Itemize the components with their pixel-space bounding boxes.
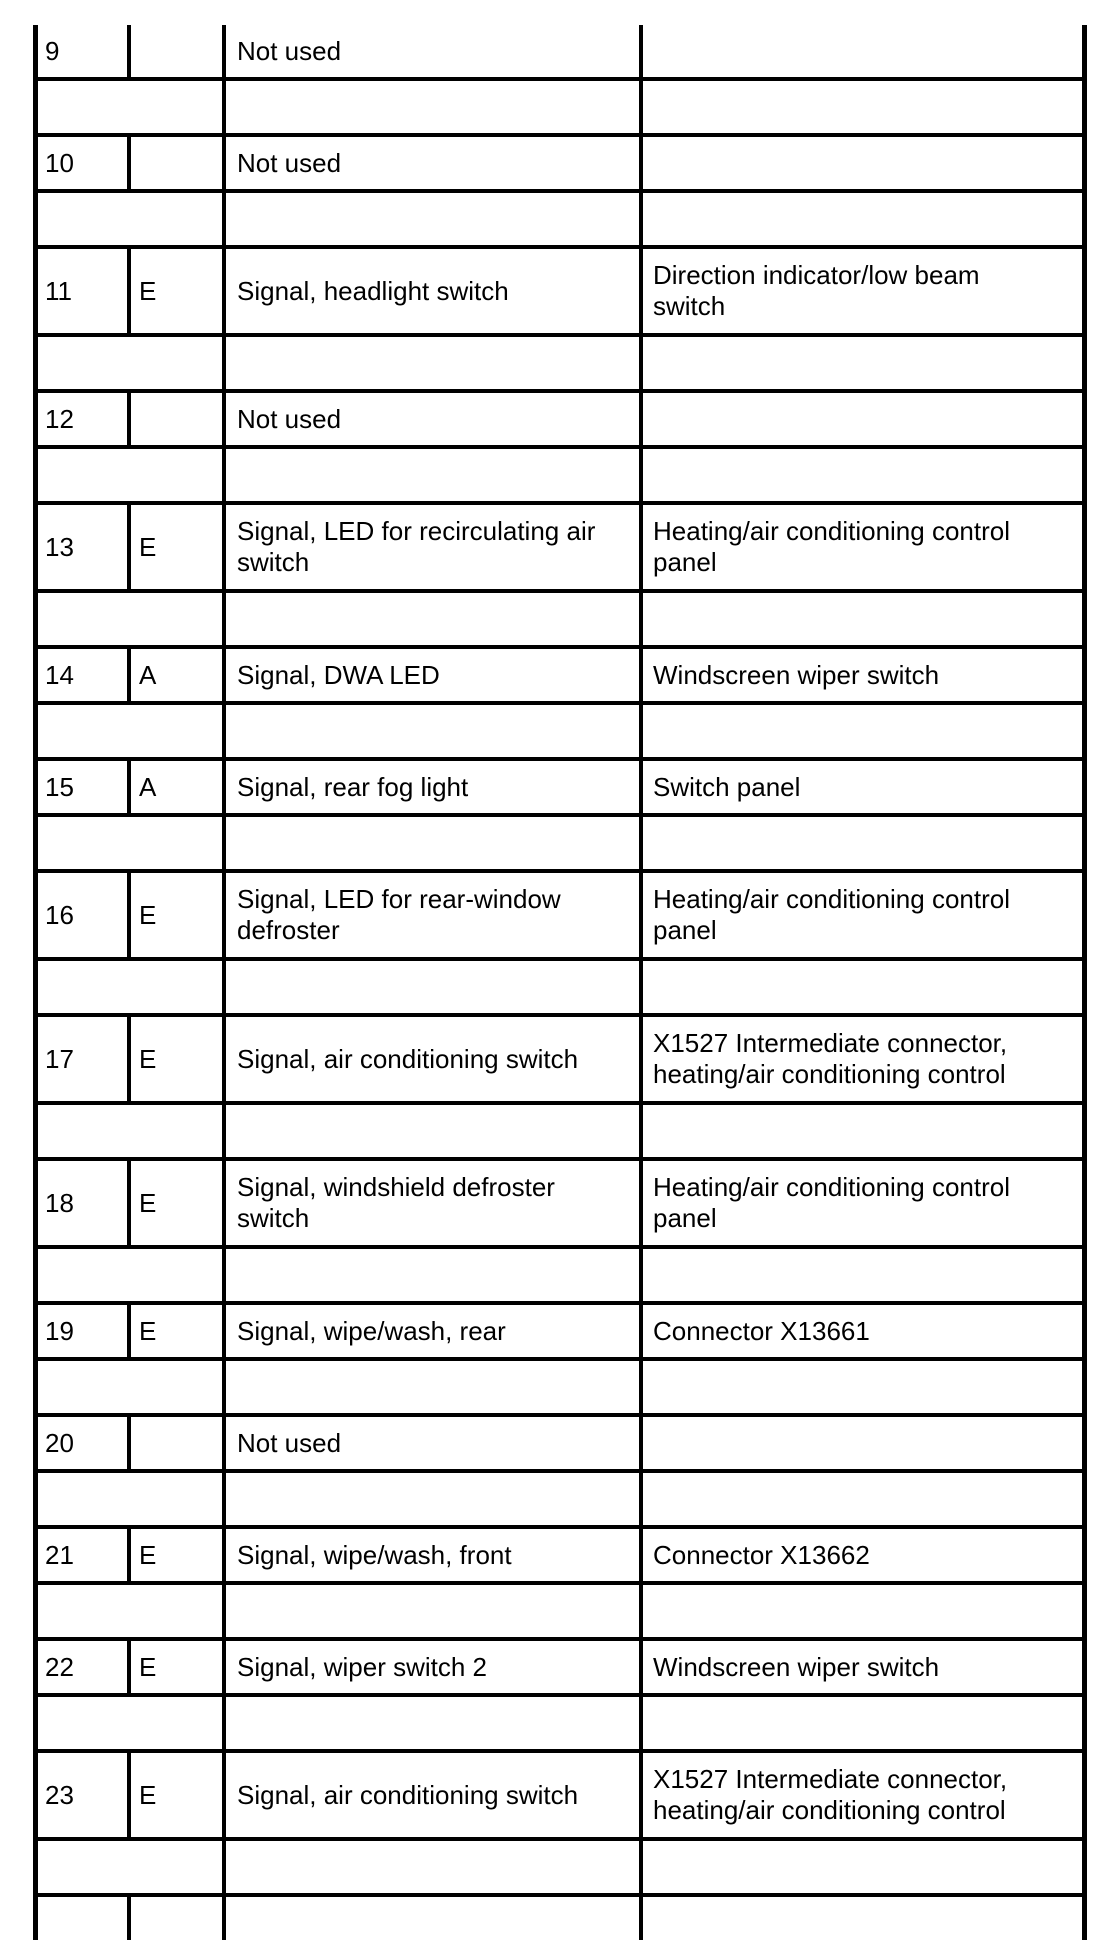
pin-cell <box>45 249 72 333</box>
pin-cell <box>45 137 74 189</box>
destination-cell-lines <box>653 1028 1007 1090</box>
destination-cell-line: Direction indicator/low beam <box>653 260 980 290</box>
merged-cell-gap <box>127 193 133 245</box>
direction-cell-text: E <box>139 531 157 562</box>
merged-cell-gap <box>127 593 133 645</box>
pin-cell <box>45 1641 74 1693</box>
signal-cell-lines <box>237 1172 555 1234</box>
signal-cell <box>237 1641 487 1693</box>
row-line <box>35 77 1086 81</box>
direction-cell <box>139 873 156 957</box>
direction-cell <box>139 505 156 589</box>
signal-cell <box>237 1161 555 1245</box>
destination-cell <box>653 505 1010 589</box>
row-line <box>35 1469 1086 1473</box>
pin-cell <box>45 649 74 701</box>
signal-cell-lines <box>237 884 561 946</box>
destination-cell-lines <box>653 1652 939 1683</box>
merged-cell-gap <box>127 337 133 389</box>
pin-cell <box>45 1529 74 1581</box>
merged-cell-gap <box>127 449 133 501</box>
table-row <box>35 25 1086 77</box>
row-line <box>35 445 1086 449</box>
destination-cell <box>653 1017 1007 1101</box>
signal-cell-lines <box>237 1780 578 1811</box>
pin-cell-text: 17 <box>45 1043 74 1074</box>
destination-cell-lines <box>653 660 939 691</box>
direction-cell <box>139 761 156 813</box>
pin-cell-text: 9 <box>45 35 60 66</box>
row-line <box>35 1101 1086 1105</box>
direction-cell <box>139 649 156 701</box>
destination-cell <box>653 873 1010 957</box>
table-row <box>35 1417 1086 1469</box>
row-line <box>35 957 1086 961</box>
table-row <box>35 505 1086 589</box>
row-line <box>35 701 1086 705</box>
signal-cell <box>237 1753 578 1837</box>
merged-cell-gap <box>127 1105 133 1157</box>
pin-cell-text: 11 <box>45 275 72 306</box>
direction-cell-text: E <box>139 1043 157 1074</box>
pin-cell-text: 18 <box>45 1187 74 1218</box>
pin-cell <box>45 1753 74 1837</box>
direction-cell-text: E <box>139 1539 157 1570</box>
signal-cell-line: defroster <box>237 915 340 945</box>
table-row <box>35 1641 1086 1693</box>
signal-cell-line: Not used <box>237 1427 342 1458</box>
pin-cell-text: 13 <box>45 531 74 562</box>
signal-cell-lines <box>237 1652 487 1683</box>
row-line <box>35 1837 1086 1841</box>
pin-cell <box>45 761 74 813</box>
signal-cell <box>237 25 341 77</box>
row-line <box>35 189 1086 193</box>
destination-cell-line: Switch panel <box>653 771 801 802</box>
signal-cell-lines <box>237 404 341 435</box>
direction-cell <box>139 1017 156 1101</box>
table-row <box>35 1017 1086 1101</box>
row-line <box>35 1693 1086 1697</box>
merged-cell-gap <box>127 1585 133 1637</box>
destination-cell-lines <box>653 516 1010 578</box>
row-line <box>35 1581 1086 1585</box>
signal-cell-line: Signal, headlight switch <box>237 275 509 306</box>
signal-cell-line: Not used <box>237 35 342 66</box>
signal-cell-line: Signal, LED for recirculating air <box>237 516 596 546</box>
pin-cell-text: 21 <box>45 1539 74 1570</box>
row-line <box>35 813 1086 817</box>
table-row <box>35 1529 1086 1581</box>
merged-cell-gap <box>127 1697 133 1749</box>
merged-cell-gap <box>127 1473 133 1525</box>
table-row <box>35 761 1086 813</box>
destination-cell-line: X1527 Intermediate connector, <box>653 1764 1008 1794</box>
destination-cell <box>653 761 800 813</box>
destination-cell-line: panel <box>653 1203 717 1233</box>
signal-cell <box>237 249 509 333</box>
pin-cell <box>45 25 59 77</box>
destination-cell-lines <box>653 772 800 803</box>
direction-cell <box>139 1161 156 1245</box>
signal-cell-line: Signal, LED for rear-window <box>237 884 561 914</box>
destination-cell-line: Windscreen wiper switch <box>653 1651 940 1682</box>
direction-cell-text: E <box>139 275 157 306</box>
pin-cell-text: 19 <box>45 1315 74 1346</box>
signal-cell-line: Signal, air conditioning switch <box>237 1043 579 1074</box>
signal-cell-line: Not used <box>237 403 342 434</box>
destination-cell <box>653 1641 939 1693</box>
destination-cell-lines <box>653 1540 870 1571</box>
direction-cell <box>139 1305 156 1357</box>
destination-cell <box>653 649 939 701</box>
direction-cell-text: E <box>139 1651 157 1682</box>
signal-cell-lines <box>237 1316 506 1347</box>
table-row <box>35 1305 1086 1357</box>
direction-cell-text: A <box>139 659 157 690</box>
table-row <box>35 137 1086 189</box>
pin-cell-text: 22 <box>45 1651 74 1682</box>
table-row <box>35 873 1086 957</box>
destination-cell <box>653 249 980 333</box>
destination-cell-line: switch <box>653 291 726 321</box>
pin-cell-text: 15 <box>45 771 74 802</box>
signal-cell <box>237 1017 578 1101</box>
signal-cell <box>237 1529 512 1581</box>
direction-cell-text: E <box>139 1187 157 1218</box>
destination-cell-line: panel <box>653 547 717 577</box>
direction-cell-text: E <box>139 899 157 930</box>
signal-cell-line: switch <box>237 547 310 577</box>
pin-cell <box>45 1417 74 1469</box>
direction-cell <box>139 1529 156 1581</box>
signal-cell-lines <box>237 1540 512 1571</box>
direction-cell <box>139 249 156 333</box>
signal-cell-lines <box>237 1428 341 1459</box>
merged-cell-gap <box>127 1249 133 1301</box>
table-row <box>35 393 1086 445</box>
row-line <box>35 1357 1086 1361</box>
direction-cell-text: A <box>139 771 157 802</box>
signal-cell-lines <box>237 276 509 307</box>
table-row <box>35 249 1086 333</box>
merged-cell-gap <box>127 817 133 869</box>
destination-cell-lines <box>653 884 1010 946</box>
signal-cell <box>237 393 341 445</box>
destination-cell-line: Windscreen wiper switch <box>653 659 940 690</box>
signal-cell-line: Signal, windshield defroster <box>237 1172 555 1202</box>
destination-cell-lines <box>653 1316 870 1347</box>
direction-cell <box>139 1753 156 1837</box>
direction-cell <box>139 1641 156 1693</box>
table-row <box>35 1753 1086 1837</box>
pin-cell <box>45 1305 74 1357</box>
destination-cell-line: X1527 Intermediate connector, <box>653 1028 1008 1058</box>
destination-cell-line: heating/air conditioning control <box>653 1795 1006 1825</box>
signal-cell <box>237 649 440 701</box>
signal-cell-line: switch <box>237 1203 310 1233</box>
destination-cell-lines <box>653 260 980 322</box>
destination-cell-line: Heating/air conditioning control <box>653 884 1010 914</box>
signal-cell-line: Not used <box>237 147 342 178</box>
signal-cell-lines <box>237 36 341 67</box>
destination-cell <box>653 1305 870 1357</box>
signal-cell <box>237 873 561 957</box>
signal-cell-lines <box>237 148 341 179</box>
pin-cell-text: 10 <box>45 147 74 178</box>
destination-cell-lines <box>653 1172 1010 1234</box>
destination-cell-lines <box>653 1764 1007 1826</box>
pin-cell-text: 20 <box>45 1427 74 1458</box>
signal-cell-line: Signal, wiper switch 2 <box>237 1651 487 1682</box>
merged-cell-gap <box>127 1361 133 1413</box>
signal-cell <box>237 761 468 813</box>
signal-cell-line: Signal, DWA LED <box>237 659 440 690</box>
direction-cell-text: E <box>139 1315 157 1346</box>
merged-cell-gap <box>127 705 133 757</box>
merged-cell-gap <box>127 81 133 133</box>
row-line <box>35 1893 1086 1897</box>
row-line <box>35 1245 1086 1249</box>
signal-cell-lines <box>237 516 595 578</box>
signal-cell-line: Signal, wipe/wash, front <box>237 1539 512 1570</box>
merged-cell-gap <box>127 961 133 1013</box>
pin-cell-text: 23 <box>45 1779 74 1810</box>
destination-cell-line: Connector X13662 <box>653 1539 870 1570</box>
pin-cell-text: 14 <box>45 659 74 690</box>
destination-cell-line: panel <box>653 915 717 945</box>
direction-cell-text: E <box>139 1779 157 1810</box>
destination-cell <box>653 1753 1007 1837</box>
pin-cell <box>45 1161 74 1245</box>
destination-cell-line: Heating/air conditioning control <box>653 1172 1010 1202</box>
pin-cell <box>45 873 74 957</box>
table-row <box>35 1161 1086 1245</box>
signal-cell <box>237 1305 506 1357</box>
signal-cell-line: Signal, rear fog light <box>237 771 469 802</box>
signal-cell <box>237 1417 341 1469</box>
signal-cell-line: Signal, air conditioning switch <box>237 1779 579 1810</box>
row-line <box>35 333 1086 337</box>
destination-cell <box>653 1529 870 1581</box>
pin-cell <box>45 393 74 445</box>
signal-cell-lines <box>237 660 440 691</box>
signal-cell <box>237 505 595 589</box>
table-row <box>35 649 1086 701</box>
pin-cell-text: 12 <box>45 403 74 434</box>
signal-cell-line: Signal, wipe/wash, rear <box>237 1315 506 1346</box>
pin-cell-text: 16 <box>45 899 74 930</box>
signal-cell-lines <box>237 1044 578 1075</box>
pin-cell <box>45 1017 74 1101</box>
pin-cell <box>45 505 74 589</box>
merged-cell-gap <box>127 1841 133 1893</box>
signal-cell <box>237 137 341 189</box>
destination-cell-line: heating/air conditioning control <box>653 1059 1006 1089</box>
signal-cell-lines <box>237 772 468 803</box>
destination-cell <box>653 1161 1010 1245</box>
destination-cell-line: Connector X13661 <box>653 1315 870 1346</box>
destination-cell-line: Heating/air conditioning control <box>653 516 1010 546</box>
row-line <box>35 589 1086 593</box>
